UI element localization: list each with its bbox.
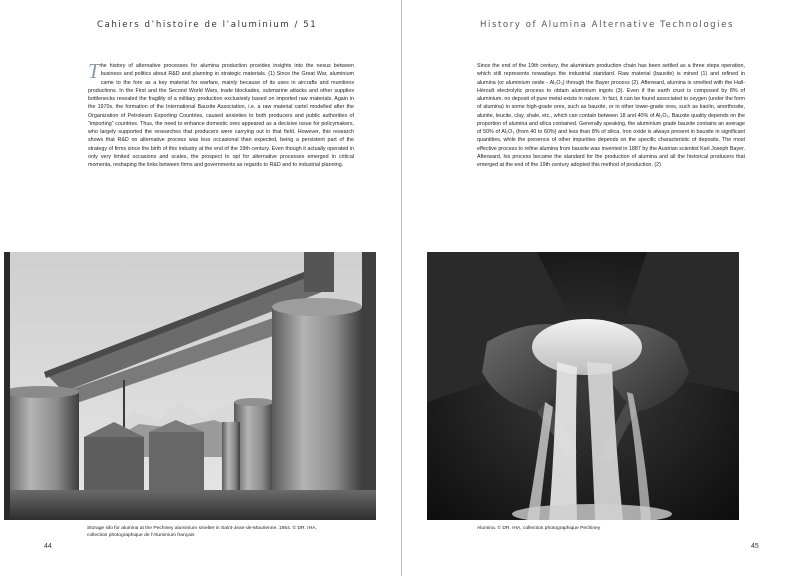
left-body-paragraph: he history of alternative processes for alumina production provides insights into the nexus between business and politics about R&D and planning in strategic materials. (1) Since the Great War, aluminium came to the fore as a key material for warfare, mainly because of its uses in aircrafts and munitions productions. In the First and the Second World Wars, trade blockades, submarine attacks and other supplies bottlenecks revealed the fragility of a military production exclusively based on imported raw materials. Again in the 1970s, the formation of the International Bauxite Association, i.e. a raw material cartel modelled after the Organization of Petroleum Exporting Countries, caused anxieties to both producers and public authorities of “importing” countries. Thus, the need to enhance domestic ores appeared as a decisive issue for policymakers, who largely supported the researches that producers were carrying out in that field. However, this research shows that R&D on alternative process was less occasional than expected, being a persistent part of the strategy of firms since the birth of this industry at the end of the 19th century. Even though it actually operated in only very limited occasions and scales, the prospect to opt for alternative processes emerged in critical momenta, reshaping the links between firms and governments as regards to R&D and to industrial planning. — [88, 63, 354, 168]
right-body-text: Since the end of the 19th century, the aluminium production chain has been settled as a three steps operation, which still represents nowadays the industrial standard. Raw material (bauxite) is mined (1) and refined in alumina (or aluminium oxide - Al₂O₃) through the Bayer process (2). Afterward, alumina is smelted with the Hall-Héroult electrolytic process to obtain aluminium ingots (3). Even if the earth crust is composed by 8% of aluminium, no deposit of pure metal exists in nature. In fact, it can be found associated to oxygen (under the form of alumina) in some high-grade ores, such as bauxite, or in other lower-grade ores, such as kaolin, anorthosite, alunite, leucite, clay, shale, etc., which can contain between 18 and 40% of Al₂O₃. Bauxite quality depends on the proportion of alumina and silica contained. Generally speaking, the aluminium grade bauxite contains an average of 50% of Al₂O₃ (from 40 to 60%) and less than 8% of silica. Iron oxide is always present in bauxite in significant quantities, while the presence of other impurities depends on the specific characteristic of deposits. The most effective process to refine alumina from bauxite was invented in 1887 by the Austrian scientist Karl Joseph Bayer. Afterward, his process became the standard for the production of alumina and all the historical producers that emerged at the end of the 19th century adopted this method of production. (2) — [477, 63, 745, 168]
right-photo-caption: Alumina. © DR. IHA, collection photographique Pechiney — [477, 526, 601, 531]
silo-photo-illustration — [4, 252, 376, 520]
drop-cap: T — [88, 62, 100, 83]
left-photo-caption: Storage silo for alumina at the Pechiney aluminium smelter in Saint-Jean-de-Maurienne, 1954. © DR. IHA, collection photographique de l’Aluminium français — [87, 526, 317, 538]
left-page-number: 44 — [44, 543, 52, 550]
right-page-number: 45 — [751, 543, 759, 550]
left-running-head: Cahiers d’histoire de l’aluminium / 51 — [97, 20, 318, 30]
alumina-photograph — [427, 252, 739, 520]
silo-photograph — [4, 252, 376, 520]
alumina-hands-illustration — [427, 252, 739, 520]
left-body-text — [88, 62, 354, 262]
page-gutter — [401, 0, 402, 576]
right-running-head: History of Alumina Alternative Technologies — [480, 20, 734, 30]
